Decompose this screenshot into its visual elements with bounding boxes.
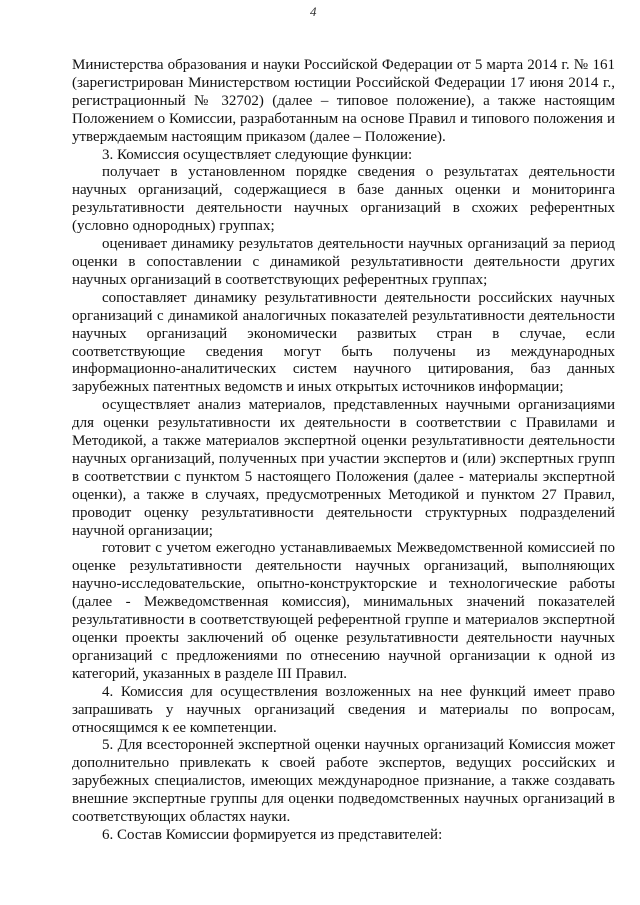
- document-body: [72, 57, 615, 845]
- paragraph-function-prepare: готовит с учетом ежегодно устанавливаемых Межведомственной комиссией по оценке результативности деятельности научных организаций, выполняющих научно-исследовательские, опытно-конструкторские и технологические работы (далее - Межведомственная комиссия), минимальных значений показателей результативности в соответствующей референтной группе и материалов экспертной оценки проекты заключений об оценке результативности деятельности научных организаций с предложениями по отнесению научной организации к одной из категорий, указанных в разделе III Правил.: [72, 540, 615, 682]
- paragraph-function-receive: получает в установленном порядке сведения о результатах деятельности научных организаций, содержащиеся в базе данных оценки и мониторинга результативности деятельности научных организаций в схожих референтных (условно однородных) группах;: [72, 164, 615, 235]
- paragraph-item-4: 4. Комиссия для осуществления возложенных на нее функций имеет право запрашивать у научных организаций сведения и материалы по вопросам, относящимся к ее компетенции.: [72, 683, 615, 736]
- paragraph-function-evaluate: оценивает динамику результатов деятельности научных организаций за период оценки в сопоставлении с динамикой результативности деятельности других научных организаций в соответствующих референтных группах;: [72, 236, 615, 288]
- paragraph-continuation: Министерства образования и науки Российской Федерации от 5 марта 2014 г. № 161 (зарегистрирован Министерством юстиции Российской Федерации 17 июня 2014 г., регистрационный № 32702) (далее – типовое положение), а также настоящим Положением о Комиссии, разработанным на основе Правил и типового положения и утверждаемым настоящим приказом (далее – Положение).: [72, 57, 615, 145]
- paragraph-item-6: 6. Состав Комиссии формируется из представителей:: [102, 826, 443, 843]
- paragraph-item-3: 3. Комиссия осуществляет следующие функции:: [102, 146, 413, 163]
- paragraph-function-analyze: осуществляет анализ материалов, представленных научными организациями для оценки результативности их деятельности в соответствии с Правилами и Методикой, а также материалов экспертной оценки результативности деятельности научных организаций, полученных при участии экспертов и (или) экспертных групп в соответствии с пунктом 5 настоящего Положения (далее - материалы экспертной оценки), а также в случаях, предусмотренных Методикой и пунктом 27 Правил, проводит оценку результативности деятельности структурных подразделений научной организации;: [72, 397, 615, 539]
- page-number: 4: [310, 4, 317, 19]
- paragraph-function-compare: сопоставляет динамику результативности деятельности российских научных организаций с динамикой аналогичных показателей результативности деятельности научных организаций экономически развитых стран в случае, если соответствующие сведения могут быть получены из международных информационно-аналитических систем научного цитирования, баз данных зарубежных патентных ведомств и иных открытых источников информации;: [72, 289, 615, 396]
- paragraph-item-5: 5. Для всесторонней экспертной оценки научных организаций Комиссия может дополнительно привлекать к своей работе экспертов, ведущих российских и зарубежных специалистов, имеющих международное признание, а также создавать внешние экспертные группы для оценки подведомственных научных организаций в соответствующих областях науки.: [72, 737, 615, 826]
